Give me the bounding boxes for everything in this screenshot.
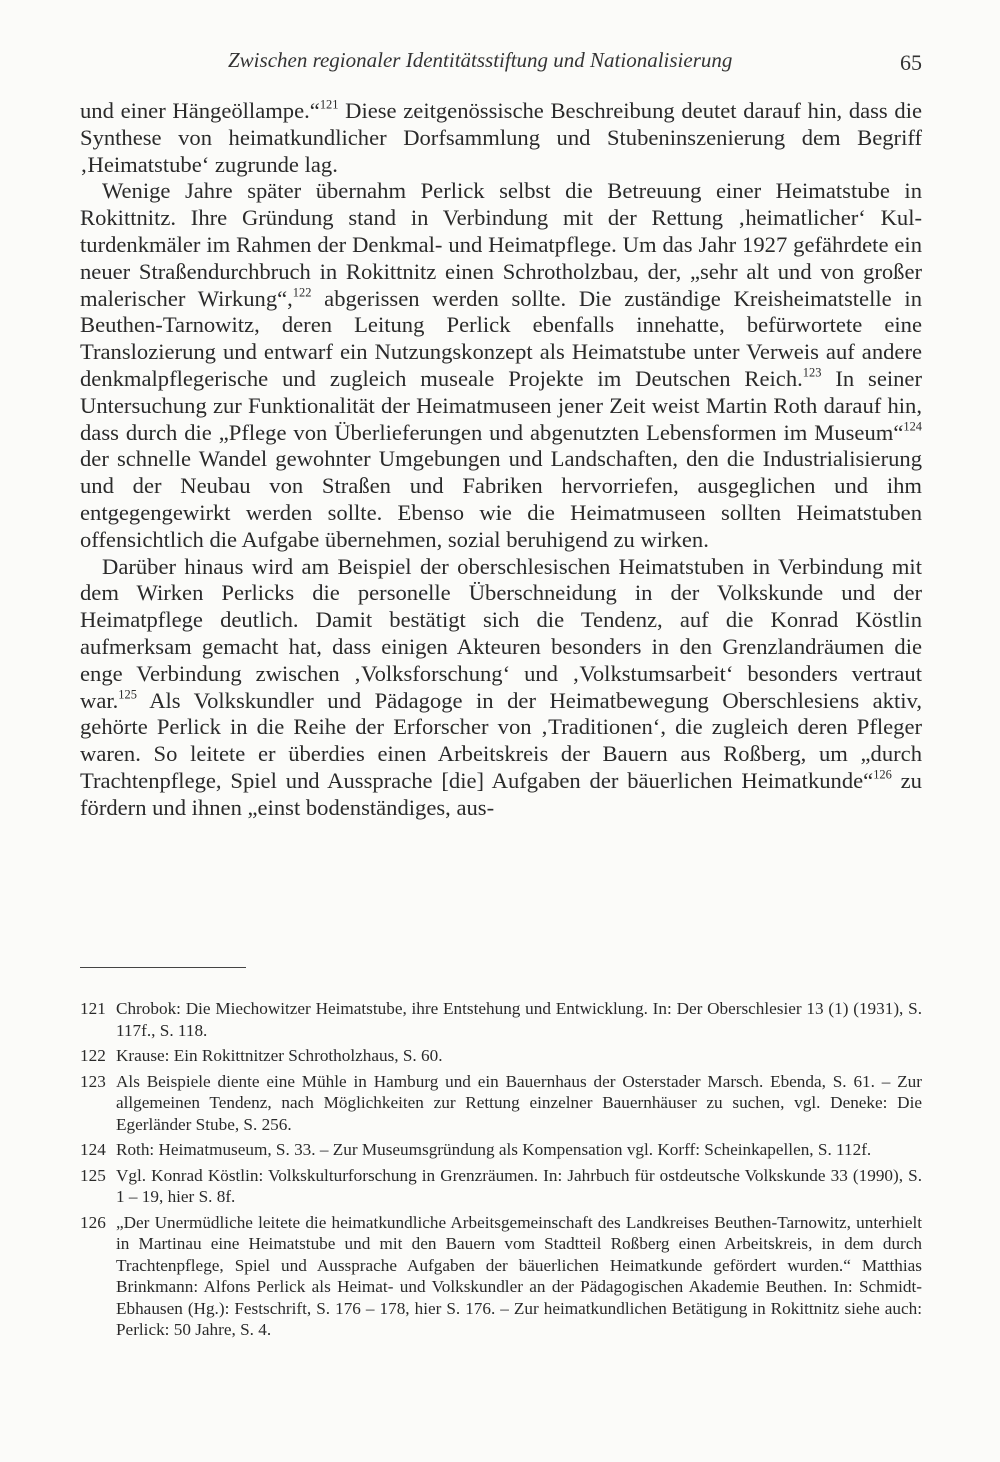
footnote	[80, 998, 922, 1041]
footnote-text: Chrobok: Die Miechowitzer Heimatstube, ihre Entstehung und Entwicklung. In: Der Oberschlesier 13 (1) (1931), S. 117f., S. 118.	[116, 999, 922, 1040]
text-run: abgerissen werden sollte. Die zuständige Kreisheimatstelle in Beuthen-Tarnowitz, deren Leitung Perlick ebenfalls innehatte, befürwortete eine Translozierung und entwarf ein Nutzungskonzept als Heimatstube unter Verweis auf andere denkmalpflegerische und zugleich museale Projekte im Deutschen Reich.	[80, 285, 922, 391]
footnote-text: Als Beispiele diente eine Mühle in Hamburg und ein Bauernhaus der Osterstader Marsch. Ebenda, S. 61. – Zur allgemeinen Tendenz, nach Möglichkeiten zur Rettung einzelner Bauernhäuser zu suchen, vgl. Deneke: Die Egerländer Stube, S. 256.	[116, 1071, 922, 1134]
text-run: Wenige Jahre später übernahm Perlick selbst die Betreuung einer Heimatstube in Rokittnitz. Ihre Gründung stand in Verbindung mit der Rettung ‚heimatlicher‘ Kulturdenkmäler im Rahmen der Denkmal- und Heimatpflege. Um das Jahr 1927 gefährdete ein neuer Straßendurchbruch in Rokittnitz einen Schrotholzbau, der, „sehr alt und von großer malerischer Wirkung“,	[80, 178, 922, 311]
footnote	[80, 1212, 922, 1341]
text-run: Darüber hinaus wird am Beispiel der oberschlesischen Heimatstuben in Verbindung mit dem Wirken Perlicks die personelle Überschneidung in der Volkskunde und der Heimatpflege deutlich. Damit bestätigt sich die Tendenz, auf die Konrad Köstlin aufmerksam gemacht hat, dass einigen Akteuren besonders in den Grenzlandräumen die enge Verbindung zwischen ‚Volksforschung‘ und ‚Volkstumsarbeit‘ besonders vertraut war.	[80, 553, 922, 713]
running-title: Zwischen regionaler Identitätsstiftung und Nationalisierung	[228, 48, 733, 72]
footnote	[80, 1045, 922, 1067]
footnote	[80, 1139, 922, 1161]
body-text	[80, 98, 922, 822]
footnote-ref-126[interactable]: 126	[873, 767, 892, 782]
footnote-number: 122	[80, 1046, 106, 1065]
text-run: zu fördern und ihnen „einst bodenständiges, aus-	[80, 767, 922, 820]
text-run: In seiner Untersuchung zur Funktionalität der Heimatmuseen jener Zeit weist Martin Roth darauf hin, dass durch die „Pflege von Überlieferungen und abgenutzten Lebensformen im Museum“	[80, 365, 922, 445]
text-run: und einer Hängeöllampe.“	[80, 98, 320, 123]
footnote-number: 125	[80, 1165, 106, 1185]
footnote-number: 126	[80, 1212, 106, 1232]
footnote	[80, 1071, 922, 1136]
footnote-ref-121[interactable]: 121	[319, 97, 339, 112]
text-run: der schnelle Wandel gewohnter Umgebungen und Landschaften, den die Industrialisierung und der Neubau von Straßen und Fabriken hervorriefen, ausgeglichen und ihm entgegengewirkt werden sollte. Ebenso wie die Heimatmuseen sollten Heimatstuben offensichtlich die Aufgabe übernehmen, sozial beruhigend zu wirken.	[80, 446, 922, 552]
footnote-divider	[80, 967, 246, 968]
footnote-text: Vgl. Konrad Köstlin: Volkskulturforschung in Grenzräumen. In: Jahrbuch für ostdeutsche Volkskunde 33 (1990), S. 1 – 19, hier S. 8f.	[116, 1165, 922, 1206]
paragraph-1	[80, 98, 922, 178]
text-run: Als Volkskundler und Pädagoge in der Heimatbewegung Oberschlesiens aktiv, gehörte Perlick in die Reihe der Erforscher von ‚Traditionen‘, die zugleich deren Pfleger waren. So leitete er überdies einen Arbeitskreis der Bauern aus Roßberg, um „durch Trachtenpflege, Spiel und Aussprache [die] Aufgaben der bäuerlichen Heimatkunde“	[80, 687, 922, 793]
footnote-ref-123[interactable]: 123	[802, 365, 822, 380]
text-run: Diese zeitgenössische Beschreibung deutet darauf hin, dass die Synthese von heimatkundlicher Dorfsammlung und Stubeninszenierung dem Begriff ‚Heimatstube‘ zugrunde lag.	[80, 98, 923, 177]
footnote-ref-124[interactable]: 124	[903, 419, 922, 434]
footnote-text: Roth: Heimatmuseum, S. 33. – Zur Museumsgründung als Kompensation vgl. Korff: Scheinkapellen, S. 112f.	[116, 1140, 872, 1159]
footnote-text: „Der Unermüdliche leitete die heimatkundliche Arbeitsgemeinschaft des Landkreises Beuthen-Tarnowitz, unterhielt in Martinau eine Heimatstube und mit den Bauern vom Stadtteil Roßberg einen Arbeitskreis, in dem durch Trachtenpflege, Spiel und Aussprache Aufgaben der bäuerlichen Heimatkunde gefördert wurden.“ Matthias Brinkmann: Alfons Perlick als Heimat- und Volkskundler an der Pädagogischen Akademie Beuthen. In: Schmidt-Ebhausen (Hg.): Festschrift, S. 176 – 178, hier S. 176. – Zur heimatkundlichen Betätigung in Rokittnitz siehe auch: Perlick: 50 Jahre, S. 4.	[116, 1212, 922, 1339]
footnote-ref-125[interactable]: 125	[118, 687, 137, 702]
footnote-number: 123	[80, 1071, 106, 1091]
paragraph-2	[80, 178, 922, 553]
footnote-number: 121	[80, 999, 106, 1018]
footnote-ref-122[interactable]: 122	[292, 285, 312, 300]
footnote-text: Krause: Ein Rokittnitzer Schrotholzhaus, S. 60.	[116, 1046, 443, 1065]
paragraph-3	[80, 554, 922, 822]
footnote-number: 124	[80, 1140, 106, 1159]
footnotes	[80, 998, 922, 1345]
page-number: 65	[900, 50, 922, 75]
footnote	[80, 1165, 922, 1208]
